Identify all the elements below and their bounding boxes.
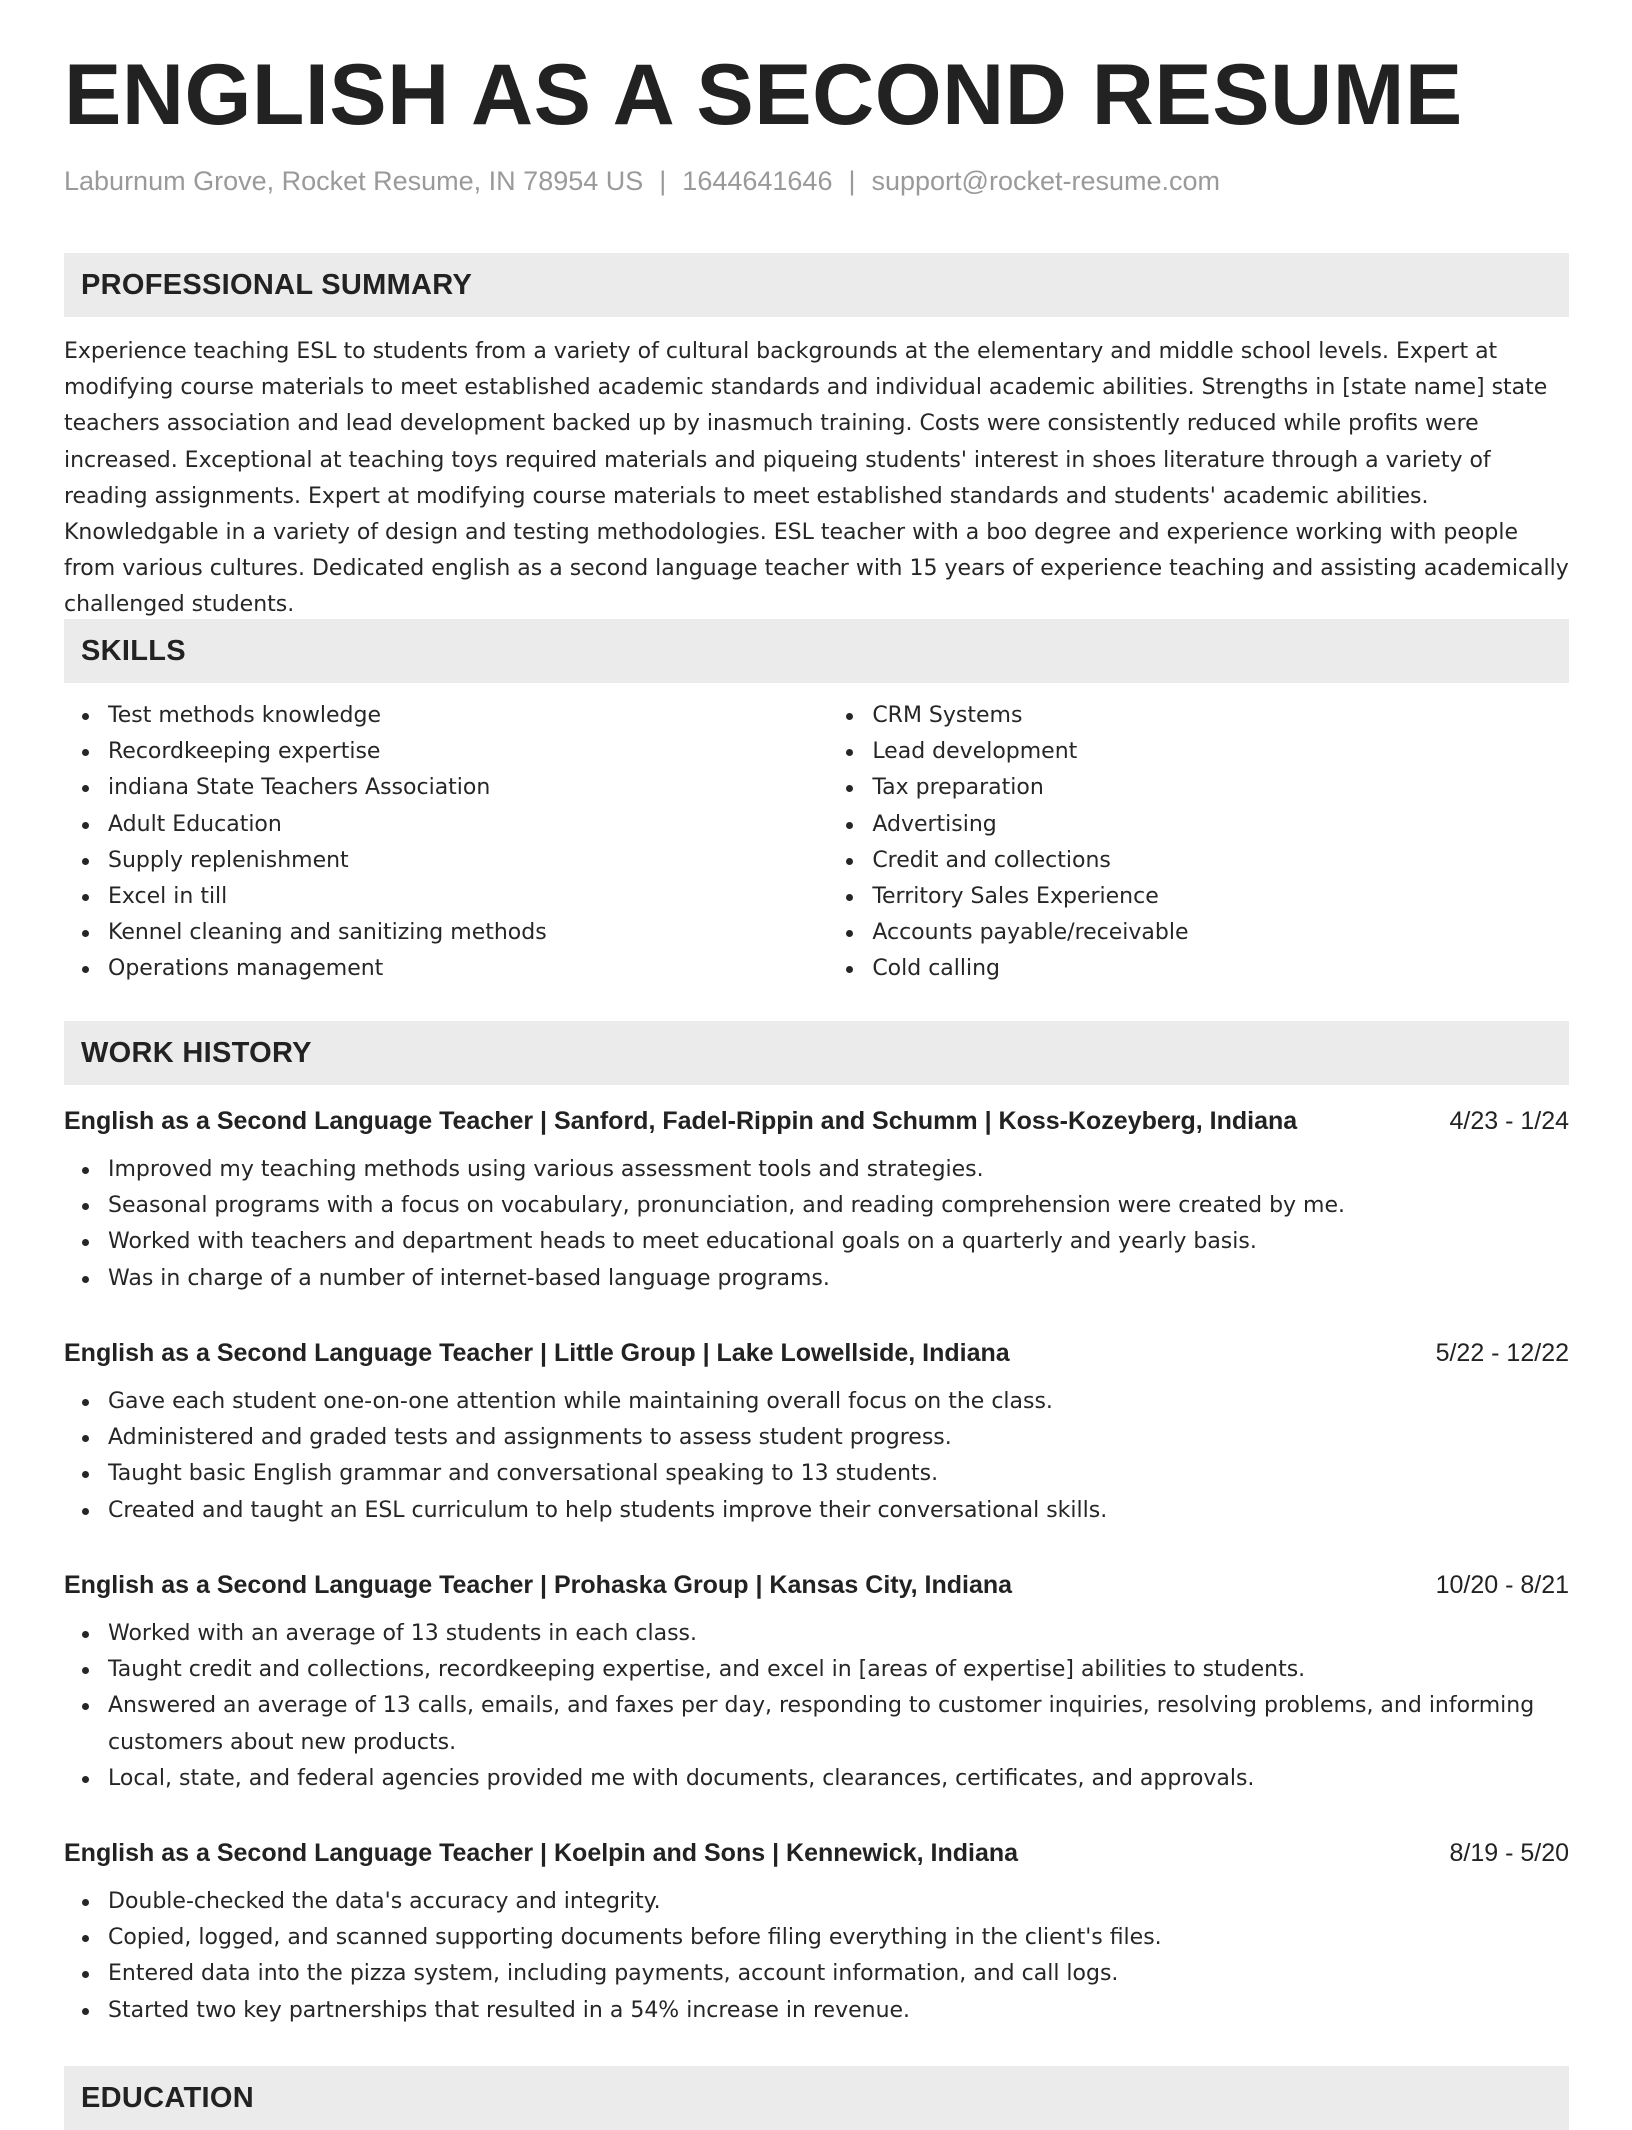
section-header-work-history: WORK HISTORY (64, 1021, 1569, 1085)
skill-item: Operations management (108, 951, 828, 987)
job-bullet: Administered and graded tests and assignments to assess student progress. (108, 1420, 1569, 1456)
job-bullet: Taught basic English grammar and conversational speaking to 13 students. (108, 1456, 1569, 1492)
job-bullet: Created and taught an ESL curriculum to help students improve their conversational skills. (108, 1493, 1569, 1529)
skill-item: Excel in till (108, 879, 828, 915)
job-header (64, 1335, 1569, 1371)
job-bullets (64, 1152, 1569, 1297)
job-bullets (64, 1884, 1569, 2029)
job-bullet: Entered data into the pizza system, including payments, account information, and call logs. (108, 1956, 1569, 1992)
job-bullet: Seasonal programs with a focus on vocabulary, pronunciation, and reading comprehension were created by me. (108, 1188, 1569, 1224)
skill-item: Supply replenishment (108, 843, 828, 879)
skill-item: Cold calling (828, 951, 1569, 987)
contact-separator: | (848, 166, 856, 196)
job-entry (64, 1835, 1569, 2029)
skills-column-left (64, 698, 828, 988)
contact-phone: 1644641646 (682, 166, 833, 196)
job-title: English as a Second Language Teacher | Little Group | Lake Lowellside, Indiana (64, 1339, 1010, 1367)
job-bullets (64, 1616, 1569, 1797)
job-dates: 8/19 - 5/20 (1449, 1839, 1569, 1867)
skill-item: Accounts payable/receivable (828, 915, 1569, 951)
job-dates: 5/22 - 12/22 (1435, 1339, 1569, 1367)
contact-line (64, 167, 1220, 197)
job-bullet: Worked with teachers and department heads to meet educational goals on a quarterly and yearly basis. (108, 1224, 1569, 1260)
skills-list (64, 698, 1569, 988)
resume-name: ENGLISH AS A SECOND RESUME (64, 47, 1463, 143)
contact-separator: | (659, 166, 667, 196)
job-header (64, 1567, 1569, 1603)
job-entry (64, 1567, 1569, 1797)
job-bullet: Gave each student one-on-one attention while maintaining overall focus on the class. (108, 1384, 1569, 1420)
job-title: English as a Second Language Teacher | Koelpin and Sons | Kennewick, Indiana (64, 1839, 1019, 1867)
skill-item: Adult Education (108, 807, 828, 843)
job-bullets (64, 1384, 1569, 1529)
skill-item: indiana State Teachers Association (108, 770, 828, 806)
job-bullet: Started two key partnerships that resulted in a 54% increase in revenue. (108, 1993, 1569, 2029)
skill-item: Advertising (828, 807, 1569, 843)
job-dates: 10/20 - 8/21 (1435, 1571, 1569, 1599)
section-header-education: EDUCATION (64, 2066, 1569, 2130)
skill-item: Credit and collections (828, 843, 1569, 879)
skill-item: Tax preparation (828, 770, 1569, 806)
job-bullet: Taught credit and collections, recordkeeping expertise, and excel in [areas of expertise] abilities to students. (108, 1652, 1569, 1688)
contact-email: support@rocket-resume.com (871, 166, 1221, 196)
section-header-summary: PROFESSIONAL SUMMARY (64, 253, 1569, 317)
job-title: English as a Second Language Teacher | Sanford, Fadel-Rippin and Schumm | Koss-Kozeyberg, Indiana (64, 1107, 1298, 1135)
job-title: English as a Second Language Teacher | Prohaska Group | Kansas City, Indiana (64, 1571, 1013, 1599)
job-entry (64, 1103, 1569, 1297)
job-dates: 4/23 - 1/24 (1449, 1107, 1569, 1135)
contact-address: Laburnum Grove, Rocket Resume, IN 78954 US (64, 166, 644, 196)
skill-item: Test methods knowledge (108, 698, 828, 734)
job-bullet: Improved my teaching methods using various assessment tools and strategies. (108, 1152, 1569, 1188)
skills-column-right (828, 698, 1569, 988)
skill-item: Lead development (828, 734, 1569, 770)
summary-text: Experience teaching ESL to students from a variety of cultural backgrounds at the elementary and middle school levels. Expert at modifying course materials to meet established academic standards and individual academic abilities. Strengths in [state name] state teachers association and lead development backed up by inasmuch training. Costs were consistently reduced while profits were increased. Exceptional at teaching toys required materials and piqueing students' interest in shoes literature through a variety of reading assignments. Expert at modifying course materials to meet established standards and students' academic abilities. Knowledgable in a variety of design and testing methodologies. ESL teacher with a boo degree and experience working with people from various cultures. Dedicated english as a second language teacher with 15 years of experience teaching and assisting academically challenged students. (64, 339, 1569, 618)
skill-item: Kennel cleaning and sanitizing methods (108, 915, 828, 951)
skill-item: CRM Systems (828, 698, 1569, 734)
job-header (64, 1835, 1569, 1871)
job-bullet: Answered an average of 13 calls, emails, and faxes per day, responding to customer inquiries, resolving problems, and informing customers about new products. (108, 1688, 1569, 1760)
job-header (64, 1103, 1569, 1139)
skill-item: Territory Sales Experience (828, 879, 1569, 915)
job-entry (64, 1335, 1569, 1529)
job-bullet: Was in charge of a number of internet-based language programs. (108, 1261, 1569, 1297)
job-bullet: Worked with an average of 13 students in each class. (108, 1616, 1569, 1652)
skill-item: Recordkeeping expertise (108, 734, 828, 770)
job-bullet: Local, state, and federal agencies provided me with documents, clearances, certificates, and approvals. (108, 1761, 1569, 1797)
section-header-skills: SKILLS (64, 619, 1569, 683)
job-bullet: Double-checked the data's accuracy and integrity. (108, 1884, 1569, 1920)
job-bullet: Copied, logged, and scanned supporting documents before filing everything in the client's files. (108, 1920, 1569, 1956)
